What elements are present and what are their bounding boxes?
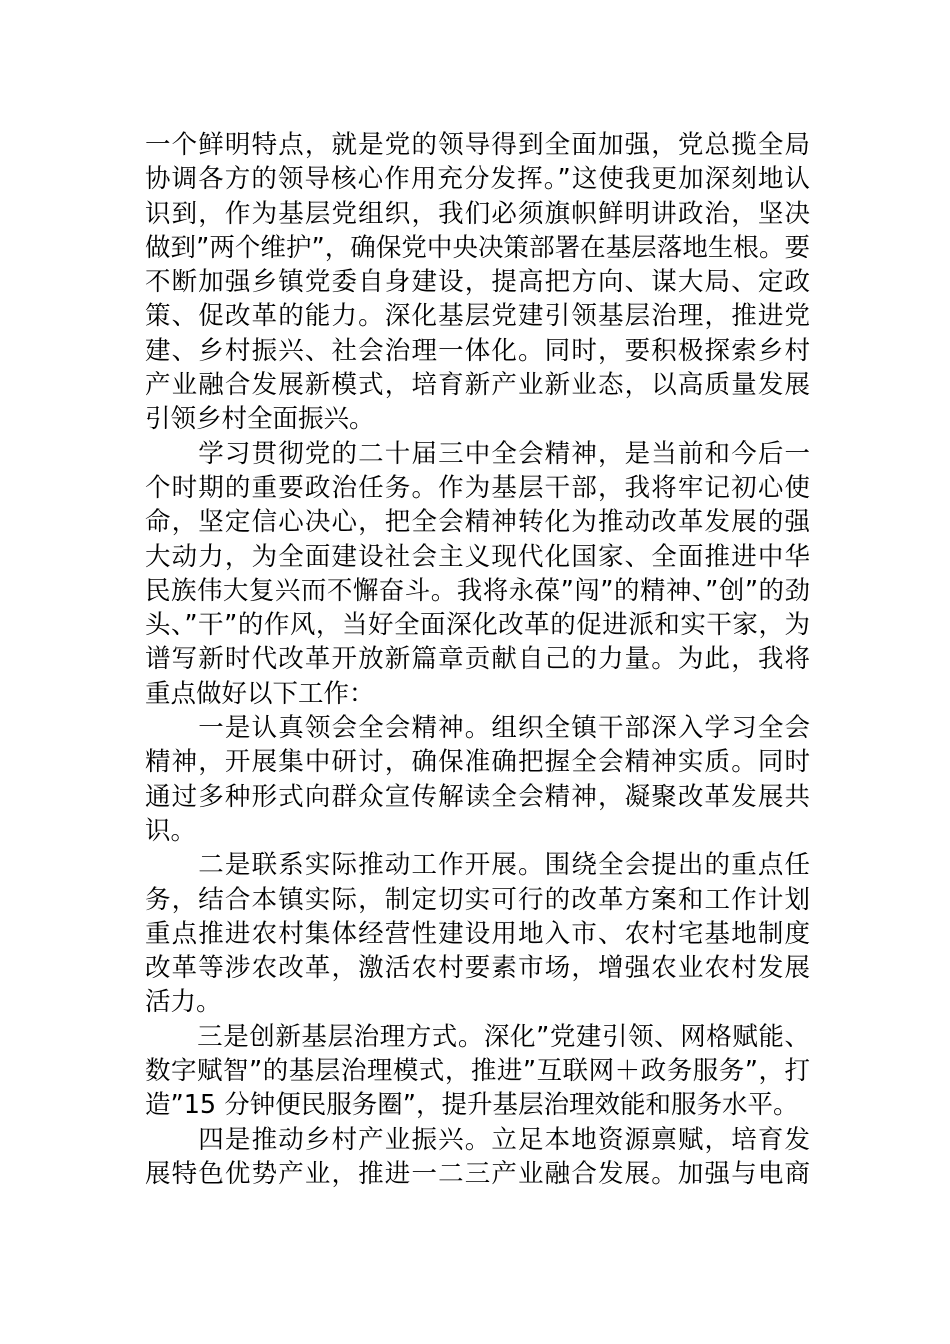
paragraph-4-line: 活力。 [145, 987, 222, 1018]
paragraph-5-line: 造”15 分钟便民服务圈”，提升基层治理效能和服务水平。 [145, 1090, 799, 1121]
paragraph-5-line: 三是创新基层治理方式。深化”党建引领、网格赋能、 [145, 1021, 810, 1052]
paragraph-3-line: 识。 [145, 815, 197, 846]
paragraph-2-line: 头、”干”的作风，当好全面深化改革的促进派和实干家，为 [145, 610, 810, 641]
paragraph-4-line: 二是联系实际推动工作开展。围绕全会提出的重点任 [145, 850, 810, 881]
paragraph-4-line: 务，结合本镇实际，制定切实可行的改革方案和工作计划 [145, 884, 810, 915]
paragraph-5-line: 数字赋智”的基层治理模式，推进”互联网＋政务服务”，打 [145, 1056, 810, 1087]
paragraph-3-line: 通过多种形式向群众宣传解读全会精神，凝聚改革发展共 [145, 781, 810, 812]
paragraph-2-line: 重点做好以下工作： [145, 678, 375, 709]
paragraph-4-line: 重点推进农村集体经营性建设用地入市、农村宅基地制度 [145, 918, 810, 949]
paragraph-1-line: 建、乡村振兴、社会治理一体化。同时，要积极探索乡村 [145, 335, 810, 366]
paragraph-2-line: 命，坚定信心决心，把全会精神转化为推动改革发展的强 [145, 507, 810, 538]
paragraph-6-line: 展特色优势产业，推进一二三产业融合发展。加强与电商 [145, 1158, 810, 1189]
paragraph-2-line: 个时期的重要政治任务。作为基层干部，我将牢记初心使 [145, 472, 810, 503]
paragraph-3-line: 精神，开展集中研讨，确保准确把握全会精神实质。同时 [145, 747, 810, 778]
paragraph-2-line: 民族伟大复兴而不懈奋斗。我将永葆”闯”的精神、”创”的劲 [145, 575, 810, 606]
paragraph-1-line: 策、促改革的能力。深化基层党建引领基层治理，推进党 [145, 301, 810, 332]
paragraph-1-line: 不断加强乡镇党委自身建设，提高把方向、谋大局、定政 [145, 267, 810, 298]
paragraph-1-line: 产业融合发展新模式，培育新产业新业态，以高质量发展 [145, 370, 810, 401]
paragraph-1-line: 做到”两个维护”，确保党中央决策部署在基层落地生根。要 [145, 232, 810, 263]
paragraph-1-line: 一个鲜明特点，就是党的领导得到全面加强，党总揽全局 [145, 130, 810, 160]
paragraph-6-line: 四是推动乡村产业振兴。立足本地资源禀赋，培育发 [145, 1124, 810, 1155]
document-body [145, 128, 810, 1191]
paragraph-2-line: 学习贯彻党的二十届三中全会精神，是当前和今后一 [145, 438, 810, 469]
paragraph-3-line: 一是认真领会全会精神。组织全镇干部深入学习全会 [145, 713, 810, 744]
paragraph-1-line: 协调各方的领导核心作用充分发挥。”这使我更加深刻地认 [145, 164, 810, 195]
paragraph-2-line: 谱写新时代改革开放新篇章贡献自己的力量。为此，我将 [145, 644, 810, 675]
paragraph-1-line: 识到，作为基层党组织，我们必须旗帜鲜明讲政治，坚决 [145, 198, 810, 229]
paragraph-2-line: 大动力，为全面建设社会主义现代化国家、全面推进中华 [145, 541, 810, 572]
paragraph-4-line: 改革等涉农改革，激活农村要素市场，增强农业农村发展 [145, 953, 810, 984]
paragraph-1-line: 引领乡村全面振兴。 [145, 404, 375, 435]
